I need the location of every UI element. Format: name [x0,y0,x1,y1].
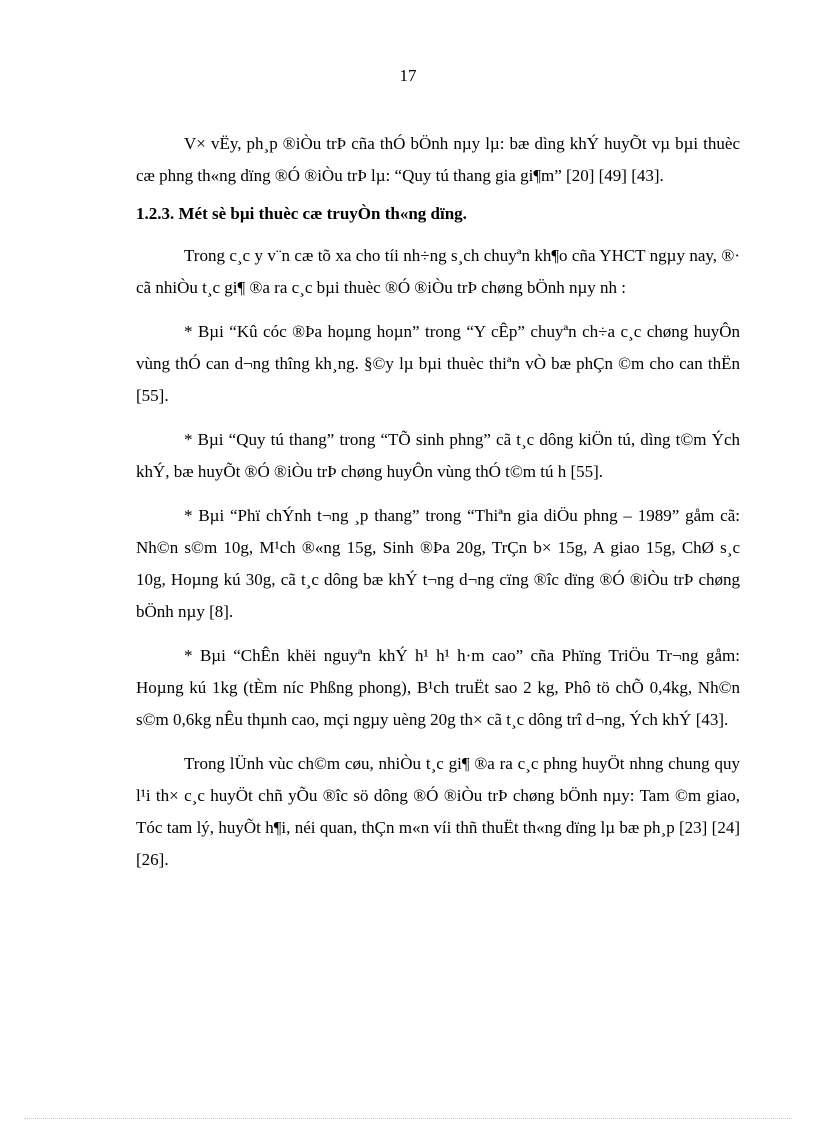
paragraph-remedy-4: * Bµi “ChÊn khëi nguyªn khÝ h¹ h¹ h·m cao” cña Phïng TriÖu Tr¬ng gåm: Hoµng kú 1kg (tÈm níc Phßng phong), B¹ch truËt sao 2 kg, Phô tö chÕ 0,4kg, Nh©n s©m 0,6kg nÊu thµnh cao, mçi ngµy uèng 20g th× cã t¸c dông trî d¬ng, Ých khÝ [43]. [136,646,740,729]
paragraph-acupuncture: Trong lÜnh vùc ch©m cøu, nhiÒu t¸c gi¶ ®a ra c¸c phng huyÖt nhng chung quy l¹i th× c¸c huyÖt chñ yÕu ®îc sö dông ®Ó ®iÒu trÞ chøng bÖnh nµy: Tam ©m giao, Tóc tam lý, huyÕt h¶i, néi quan, thÇn m«n víi thñ thuËt th«ng dïng lµ bæ ph¸p [23] [24] [26]. [136,754,740,869]
paragraph-remedy-2: * Bµi “Quy tú thang” trong “TÕ sinh phng” cã t¸c dông kiÖn tú, dìng t©m Ých khÝ, bæ huyÕt ®Ó ®iÒu trÞ chøng huyÔn vùng thÓ t©m tú h [55]. [136,430,740,481]
document-body [136,128,740,888]
paragraph-remedy-3: * Bµi “Phï chÝnh t¬ng ¸p thang” trong “Thiªn gia diÖu phng – 1989” gåm cã: Nh©n s©m 10g, M¹ch ®«ng 15g, Sinh ®Þa 20g, TrÇn b× 15g, A giao 15g, ChØ s¸c 10g, Hoµng kú 30g, cã t¸c dông bæ khÝ t¬ng d¬ng cïng ®îc dïng ®Ó ®iÒu trÞ chøng bÖnh nµy [8]. [136,506,740,621]
page-number: 17 [399,66,417,85]
paragraph-remedy-1: * Bµi “Kû cóc ®Þa hoµng hoµn” trong “Y cÊp” chuyªn ch÷a c¸c chøng huyÔn vùng thÓ can d¬ng thîng kh¸ng. §©y lµ bµi thuèc thiªn vÒ bæ phÇn ©m cho can thËn [55]. [136,322,740,405]
paragraph-treatment: V× vËy, ph¸p ®iÒu trÞ cña thÓ bÖnh nµy lµ: bæ dìng khÝ huyÕt vµ bµi thuèc cæ phng th«ng dïng ®Ó ®iÒu trÞ lµ: “Quy tú thang gia gi¶m” [20] [49] [43]. [136,134,740,185]
section-heading: 1.2.3. Mét sè bµi thuèc cæ truyÒn th«ng dïng. [136,204,467,223]
page-bottom-divider [24,1118,792,1119]
paragraph-intro: Trong c¸c y v¨n cæ tõ xa cho tíi nh÷ng s¸ch chuyªn kh¶o cña YHCT ngµy nay, ®· cã nhiÒu t¸c gi¶ ®a ra c¸c bµi thuèc ®Ó ®iÒu trÞ chøng bÖnh nµy nh : [136,246,740,297]
